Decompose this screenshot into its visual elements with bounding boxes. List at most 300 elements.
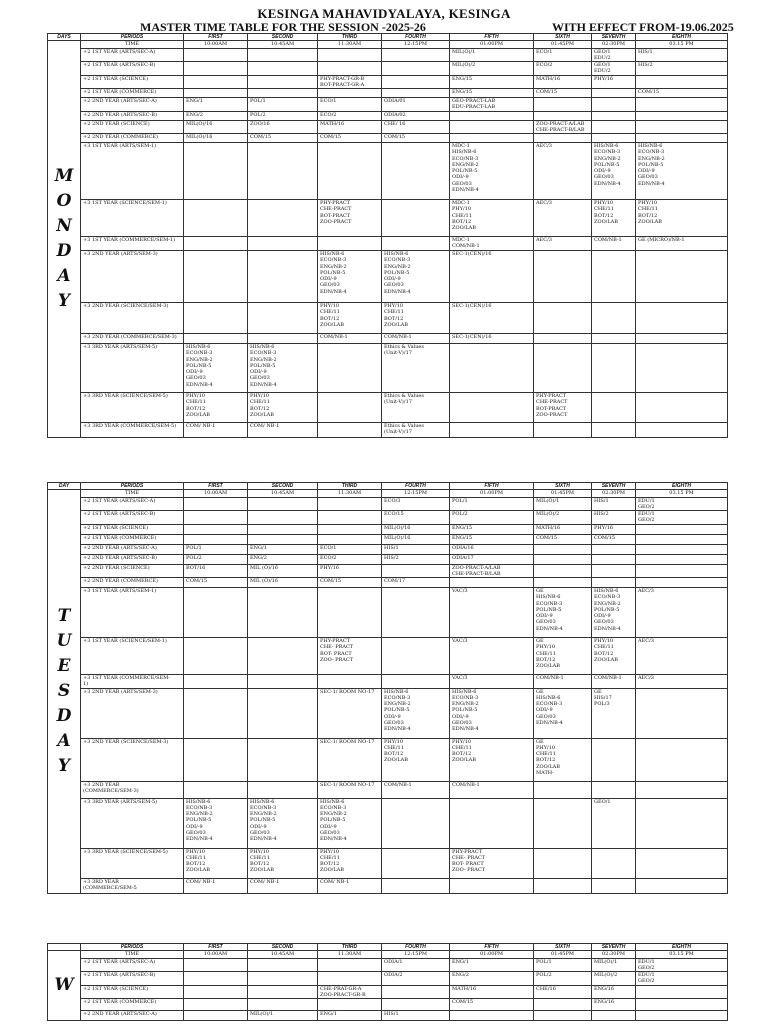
schedule-cell: SEC-1(CEN)/16 (450, 251, 534, 303)
schedule-cell (636, 878, 728, 893)
schedule-cell (636, 393, 728, 423)
schedule-cell (248, 497, 318, 511)
schedule-cell: SEC-1/ ROOM NO-17 (318, 688, 382, 738)
class-label: +3 2ND YEAR (ARTS/SEM-3) (81, 688, 184, 738)
schedule-cell: ENG/15 (450, 75, 534, 89)
schedule-cell (184, 62, 248, 76)
schedule-cell: GE HIS/17 POL/3 (592, 688, 636, 738)
column-header-third: THIRD (318, 34, 382, 41)
schedule-cell: COM/ NB-1 (318, 878, 382, 893)
schedule-cell: PHY/10 CHE/11 BOT/12 ZOO/LAB (318, 303, 382, 334)
schedule-cell (534, 781, 592, 798)
schedule-cell (184, 237, 248, 251)
class-row (48, 781, 728, 798)
class-label: +2 2ND YEAR (COMMERCE) (81, 578, 184, 588)
column-header-second: SECOND (248, 483, 318, 490)
class-label: +2 1ST YEAR (COMMERCE) (81, 999, 184, 1011)
class-row (48, 564, 728, 578)
schedule-cell (592, 578, 636, 588)
schedule-cell (592, 120, 636, 134)
class-label: +3 1ST YEAR (SCIENCE/SEM-1) (81, 200, 184, 237)
schedule-cell (534, 564, 592, 578)
period-time: 10:45AM (248, 490, 318, 497)
time-row (48, 951, 728, 958)
class-label: +3 2ND YEAR (COMMERCE/SEM-3) (81, 334, 184, 344)
schedule-cell (382, 62, 450, 76)
schedule-cell (636, 98, 728, 112)
schedule-cell (248, 972, 318, 986)
period-time: 10:00AM (184, 951, 248, 958)
schedule-cell: ENG/2 (184, 111, 248, 120)
session-title: MASTER TIME TABLE FOR THE SESSION -2025-26 (140, 20, 426, 34)
class-row (48, 511, 728, 525)
schedule-cell: ENG/15 (450, 89, 534, 98)
schedule-cell (184, 48, 248, 62)
schedule-cell (248, 75, 318, 89)
schedule-cell: Ethics & Values (Unit-V)/17 (382, 344, 450, 393)
schedule-cell: HIS/NB-6 ECO/NB-3 ENG/NB-2 POL/NB-5 ODI/-9 GEO/03 EDN/NB-4 (450, 688, 534, 738)
class-label: +2 2ND YEAR (ARTS/SEC-A) (81, 1011, 184, 1021)
schedule-cell (318, 999, 382, 1011)
schedule-cell: ODIA/16 (450, 544, 534, 554)
schedule-cell (636, 544, 728, 554)
schedule-cell (248, 588, 318, 638)
schedule-cell (592, 554, 636, 564)
schedule-cell: MDC-1 COM/NB-1 (450, 237, 534, 251)
day-letter: E (57, 655, 71, 676)
schedule-cell (248, 334, 318, 344)
day-letter: M (54, 166, 74, 187)
schedule-cell: HIS/NB-6 ECO/NB-3 ENG/NB-2 POL/NB-5 ODI/-9 GEO/03 EDN/NB-4 (318, 798, 382, 848)
class-row (48, 544, 728, 554)
schedule-cell: COM/NB-1 (318, 334, 382, 344)
schedule-cell: PHY-PRACT CHE- PRACT BOT- PRACT ZOO- PRACT (318, 638, 382, 675)
schedule-cell: GEO/1 (592, 798, 636, 848)
time-row (48, 490, 728, 497)
schedule-cell: PHY/10 CHE/11 BOT/12 ZOO/LAB (248, 848, 318, 878)
schedule-cell (592, 1011, 636, 1021)
schedule-cell: HIS/2 (636, 62, 728, 76)
class-row (48, 200, 728, 237)
schedule-cell (534, 999, 592, 1011)
schedule-cell (636, 423, 728, 438)
class-row (48, 251, 728, 303)
class-label: +2 2ND YEAR (ARTS/SEC-B) (81, 111, 184, 120)
schedule-cell (592, 344, 636, 393)
day-letter: S (57, 680, 71, 701)
schedule-cell (592, 544, 636, 554)
period-time: 11:30AM (318, 41, 382, 48)
schedule-cell (592, 89, 636, 98)
schedule-cell (184, 985, 248, 999)
schedule-cell: PHY-PRACT CHE-PRACT BOT-PRACT ZOO-PRACT (534, 393, 592, 423)
schedule-cell: GE PHY/10 CHE/11 BOT/12 ZOO/LAB (534, 638, 592, 675)
day-column-header: DAYS (48, 34, 81, 41)
schedule-cell (184, 999, 248, 1011)
class-row (48, 120, 728, 134)
class-row (48, 958, 728, 972)
period-time: 11:30AM (318, 951, 382, 958)
schedule-cell (318, 48, 382, 62)
period-time: 01:45PM (534, 490, 592, 497)
schedule-cell (534, 848, 592, 878)
schedule-cell: ODIA/17 (450, 554, 534, 564)
schedule-cell (636, 251, 728, 303)
class-label: +3 1ST YEAR (COMMERCE/SEM- 1) (81, 675, 184, 689)
schedule-cell (248, 688, 318, 738)
column-header-periods: PERIODS (81, 34, 184, 41)
schedule-cell: HIS/NB-6 ECO/NB-3 ENG/NB-2 POL/NB-5 ODI/-9 GEO/03 EDN/NB-4 (184, 344, 248, 393)
schedule-cell: GE (MICRO)/NB-1 (636, 237, 728, 251)
schedule-cell: HIS/NB-6 ECO/NB-3 ENG/NB-2 POL/NB-5 ODI/-9 GEO/03 EDN/NB-4 (592, 588, 636, 638)
period-time: 12:15PM (382, 490, 450, 497)
period-time: 03.15 PM (636, 951, 728, 958)
schedule-cell (184, 497, 248, 511)
schedule-cell: HIS/1 (382, 544, 450, 554)
schedule-cell (318, 511, 382, 525)
schedule-cell: ENG/1 (184, 98, 248, 112)
schedule-cell: EDU/1 GEO/2 (636, 497, 728, 511)
schedule-cell: ENG/15 (450, 534, 534, 544)
college-title: KESINGA MAHAVIDYALAYA, KESINGA (257, 6, 511, 21)
column-header-periods: PERIODS (81, 944, 184, 951)
schedule-cell: SEC-1(CEN)/16 (450, 334, 534, 344)
schedule-cell: COM/15 (450, 999, 534, 1011)
class-label: +3 3RD YEAR (COMMERCE/SEM-5 (81, 878, 184, 893)
schedule-cell (318, 89, 382, 98)
schedule-cell (318, 423, 382, 438)
schedule-cell: AEC/3 (636, 638, 728, 675)
schedule-cell: COM/15 (592, 534, 636, 544)
period-time: 03.15 PM (636, 41, 728, 48)
class-label: +3 1ST YEAR (COMMERCE/SEM-1) (81, 237, 184, 251)
schedule-cell: COM/17 (382, 578, 450, 588)
schedule-cell (636, 985, 728, 999)
schedule-cell: GEO/1 EDU/2 (592, 62, 636, 76)
schedule-cell (184, 738, 248, 781)
schedule-cell (636, 781, 728, 798)
schedule-cell (636, 111, 728, 120)
column-header-fifth: FIFTH (450, 34, 534, 41)
schedule-cell (318, 958, 382, 972)
schedule-cell (450, 578, 534, 588)
schedule-cell: PHY/16 (592, 75, 636, 89)
schedule-cell (592, 423, 636, 438)
class-row (48, 237, 728, 251)
class-row (48, 524, 728, 534)
class-row (48, 985, 728, 999)
schedule-cell (636, 120, 728, 134)
schedule-cell: ENG/2 (248, 554, 318, 564)
class-row (48, 423, 728, 438)
schedule-cell: HIS/1 (592, 497, 636, 511)
schedule-cell (184, 1011, 248, 1021)
schedule-cell (318, 534, 382, 544)
schedule-cell: COM/15 (184, 578, 248, 588)
column-header-fourth: FOURTH (382, 944, 450, 951)
schedule-cell (184, 89, 248, 98)
schedule-cell: COM/15 (318, 578, 382, 588)
schedule-cell (184, 200, 248, 237)
class-label: +2 1ST YEAR (ARTS/SEC-A) (81, 958, 184, 972)
column-header-sixth: SIXTH (534, 34, 592, 41)
schedule-cell: HIS/NB-6 ECO/NB-3 ENG/NB-2 POL/NB-5 ODI/-9 GEO/03 EDN/NB-4 (248, 798, 318, 848)
schedule-cell: POL/1 (534, 958, 592, 972)
schedule-cell (450, 878, 534, 893)
schedule-cell (636, 524, 728, 534)
schedule-cell: COM/15 (636, 89, 728, 98)
wednesday-day-label (48, 951, 81, 1021)
schedule-cell: HIS/NB-6 ECO/NB-3 ENG/NB-2 POL/NB-5 ODI/-9 GEO/03 EDN/NB-4 (248, 344, 318, 393)
period-time: 10:00AM (184, 41, 248, 48)
schedule-cell (248, 200, 318, 237)
schedule-cell (592, 848, 636, 878)
schedule-cell: COM/15 (382, 134, 450, 143)
schedule-cell (636, 688, 728, 738)
schedule-cell: AEC/3 (534, 237, 592, 251)
day-letter: U (56, 630, 72, 651)
schedule-cell (318, 497, 382, 511)
monday-day-label (48, 41, 81, 438)
schedule-cell: POL/2 (450, 511, 534, 525)
class-label: +3 2ND YEAR (COMMERCE/SEM-3) (81, 781, 184, 798)
class-label: +2 2ND YEAR (ARTS/SEC-B) (81, 554, 184, 564)
schedule-cell (450, 393, 534, 423)
schedule-cell (382, 878, 450, 893)
class-row (48, 1011, 728, 1021)
column-header-third: THIRD (318, 483, 382, 490)
schedule-cell: EDU/1 GEO/2 (636, 511, 728, 525)
schedule-cell: PHY/10 CHE/11 BOT/12 ZOO/LAB (592, 638, 636, 675)
class-row (48, 675, 728, 689)
class-row (48, 75, 728, 89)
schedule-cell (248, 251, 318, 303)
schedule-cell (382, 89, 450, 98)
schedule-cell: PHY/10 CHE/11 BOT/12 ZOO/LAB (592, 200, 636, 237)
schedule-cell: POL/1 (450, 497, 534, 511)
schedule-cell (318, 393, 382, 423)
schedule-cell (592, 878, 636, 893)
day-letter: D (56, 241, 72, 262)
schedule-cell: VAC/3 (450, 675, 534, 689)
schedule-cell (636, 738, 728, 781)
schedule-cell: COM/15 (534, 534, 592, 544)
schedule-cell: ECO/1 (534, 48, 592, 62)
schedule-cell: GEO/1 EDU/2 (592, 48, 636, 62)
schedule-cell: AEC/3 (636, 588, 728, 638)
period-time: 12:15PM (382, 951, 450, 958)
class-row (48, 798, 728, 848)
class-label: +3 3RD YEAR (COMMERCE/SEM-5) (81, 423, 184, 438)
schedule-cell (184, 588, 248, 638)
schedule-cell (318, 972, 382, 986)
schedule-cell (382, 985, 450, 999)
period-time: 01:00PM (450, 41, 534, 48)
tuesday-day-label (48, 490, 81, 893)
schedule-cell (592, 564, 636, 578)
class-label: +2 1ST YEAR (ARTS/SEC-B) (81, 511, 184, 525)
time-label: TIME (81, 951, 184, 958)
schedule-cell: AEC/3 (534, 200, 592, 237)
schedule-cell (184, 781, 248, 798)
class-label: +2 2ND YEAR (COMMERCE) (81, 134, 184, 143)
schedule-cell: BOT/16 (184, 564, 248, 578)
day-letter-stack (48, 605, 80, 776)
schedule-cell (248, 48, 318, 62)
time-label: TIME (81, 490, 184, 497)
schedule-cell (248, 534, 318, 544)
schedule-cell: PHY/10 CHE/11 BOT/12 ZOO/LAB (318, 848, 382, 878)
schedule-cell: PHY-PRACT CHE-PRACT BOT-PRACT ZOO-PRACT (318, 200, 382, 237)
schedule-cell (636, 848, 728, 878)
schedule-cell (534, 798, 592, 848)
schedule-cell (636, 75, 728, 89)
schedule-cell: Ethics & Values (Unit-V)/17 (382, 393, 450, 423)
schedule-cell: ODIA/02 (382, 111, 450, 120)
schedule-cell: SEC-1/ ROOM NO-17 (318, 781, 382, 798)
class-label: +3 2ND YEAR (SCIENCE/SEM-3) (81, 738, 184, 781)
schedule-cell: PHY/16 (592, 524, 636, 534)
schedule-cell: ODIA/01 (382, 98, 450, 112)
period-time: 03.15 PM (636, 490, 728, 497)
schedule-cell: ENG/1 (318, 1011, 382, 1021)
schedule-cell (450, 344, 534, 393)
class-row (48, 344, 728, 393)
schedule-cell (592, 781, 636, 798)
schedule-cell (184, 958, 248, 972)
class-label: +2 1ST YEAR (ARTS/SEC-B) (81, 62, 184, 76)
schedule-cell: HIS/NB-6 ECO/NB-3 ENG/NB-2 POL/NB-5 ODI/-9 GEO/03 EDN/NB-4 (636, 143, 728, 200)
column-header-seventh: SEVENTH (592, 34, 636, 41)
class-label: +3 1ST YEAR (ARTS/SEM-1) (81, 588, 184, 638)
schedule-cell (184, 511, 248, 525)
class-label: +2 2ND YEAR (SCIENCE) (81, 120, 184, 134)
schedule-cell: MIL(O)/1 (534, 497, 592, 511)
schedule-cell (592, 738, 636, 781)
schedule-cell: ZOO-PRACT-A/LAB CHE-PRACT-B/LAB (450, 564, 534, 578)
class-label: +3 1ST YEAR (ARTS/SEM-1) (81, 143, 184, 200)
schedule-cell: MATH/16 (318, 120, 382, 134)
period-time: 01:00PM (450, 951, 534, 958)
class-label: +2 2ND YEAR (ARTS/SEC-A) (81, 98, 184, 112)
schedule-cell: PHY/10 CHE/11 BOT/12 ZOO/LAB (450, 738, 534, 781)
schedule-cell: HIS/NB-6 ECO/NB-3 ENG/NB-2 POL/NB-5 ODI/-9 GEO/03 EDN/NB-4 (382, 688, 450, 738)
schedule-cell (534, 578, 592, 588)
class-label: +2 1ST YEAR (COMMERCE) (81, 89, 184, 98)
class-label: +3 3RD YEAR (ARTS/SEM-5) (81, 798, 184, 848)
schedule-cell (534, 134, 592, 143)
schedule-cell (450, 120, 534, 134)
schedule-cell: VAC/3 (450, 638, 534, 675)
schedule-cell: MDC-1 PHY/10 CHE/11 BOT/12 ZOO/LAB (450, 200, 534, 237)
class-row (48, 62, 728, 76)
schedule-cell: HIS/NB-6 ECO/NB-3 ENG/NB-2 POL/NB-5 ODI/-9 GEO/03 EDN/NB-4 (382, 251, 450, 303)
day-letter: T (57, 605, 71, 626)
schedule-cell (248, 143, 318, 200)
schedule-cell: ECO/15 (382, 511, 450, 525)
column-header-first: FIRST (184, 483, 248, 490)
class-row (48, 554, 728, 564)
schedule-cell: CHE/16 (534, 985, 592, 999)
class-label: +3 2ND YEAR (SCIENCE/SEM-3) (81, 303, 184, 334)
period-time: 10:45AM (248, 41, 318, 48)
schedule-cell: COM/ NB-1 (248, 423, 318, 438)
schedule-cell: MIL(O)/16 (184, 120, 248, 134)
schedule-cell: AEC/3 (636, 675, 728, 689)
class-row (48, 972, 728, 986)
schedule-cell: COM/ NB-1 (184, 878, 248, 893)
schedule-cell: PHY/10 CHE/11 BOT/12 ZOO/LAB (636, 200, 728, 237)
schedule-cell: CHE-PRAT-GR-A ZOO-PRACT-GR-B (318, 985, 382, 999)
schedule-cell (184, 251, 248, 303)
schedule-cell: ECO/3 (382, 497, 450, 511)
schedule-cell (382, 848, 450, 878)
schedule-cell (184, 675, 248, 689)
column-header-sixth: SIXTH (534, 483, 592, 490)
schedule-cell (382, 999, 450, 1011)
column-header-eighth: EIGHTH (636, 483, 728, 490)
schedule-cell: ECO/1 (318, 544, 382, 554)
class-row (48, 89, 728, 98)
column-header-seventh: SEVENTH (592, 944, 636, 951)
schedule-cell: Ethics & Values (Unit-V)/17 (382, 423, 450, 438)
schedule-cell: MIL(O)/16 (382, 524, 450, 534)
schedule-cell (534, 251, 592, 303)
schedule-cell (450, 798, 534, 848)
class-row (48, 134, 728, 143)
header-row (48, 944, 728, 951)
schedule-cell: ZOO-PRACT-A/LAB CHE-PRACT-B/LAB (534, 120, 592, 134)
schedule-cell: GE HIS/NB-6 ECO/NB-3 ODI/-9 GEO/03 EDN/NB-4 (534, 688, 592, 738)
class-label: +2 1ST YEAR (ARTS/SEC-B) (81, 972, 184, 986)
schedule-cell (636, 334, 728, 344)
class-row (48, 688, 728, 738)
day-letter: D (56, 705, 72, 726)
monday-timetable (47, 33, 728, 438)
schedule-cell: VAC/3 (450, 588, 534, 638)
schedule-cell: POL/2 (248, 111, 318, 120)
schedule-cell: ECO/2 (318, 111, 382, 120)
class-row (48, 638, 728, 675)
class-row (48, 588, 728, 638)
schedule-cell: MIL(O)/1 (248, 1011, 318, 1021)
schedule-cell (248, 675, 318, 689)
schedule-cell: SEC-1/ ROOM NO-17 (318, 738, 382, 781)
header-row (48, 483, 728, 490)
class-row (48, 578, 728, 588)
schedule-cell (636, 578, 728, 588)
schedule-cell (534, 423, 592, 438)
schedule-cell: GEO-PRACT-LAB EDU-PRACT-LAB (450, 98, 534, 112)
class-label: +2 1ST YEAR (ARTS/SEC-A) (81, 48, 184, 62)
schedule-cell: HIS/1 (636, 48, 728, 62)
schedule-cell: PHY/10 CHE/11 BOT/12 ZOO/LAB (382, 303, 450, 334)
schedule-cell (248, 781, 318, 798)
period-time: 11:30AM (318, 490, 382, 497)
class-row (48, 143, 728, 200)
time-label: TIME (81, 41, 184, 48)
schedule-cell (318, 344, 382, 393)
schedule-cell (184, 334, 248, 344)
schedule-cell (592, 393, 636, 423)
schedule-cell (382, 564, 450, 578)
schedule-cell: ECO/2 (318, 554, 382, 564)
schedule-cell (382, 237, 450, 251)
schedule-cell (382, 588, 450, 638)
schedule-cell (450, 1011, 534, 1021)
schedule-cell: PHY/10 CHE/11 BOT/12 ZOO/LAB (382, 738, 450, 781)
column-header-first: FIRST (184, 944, 248, 951)
